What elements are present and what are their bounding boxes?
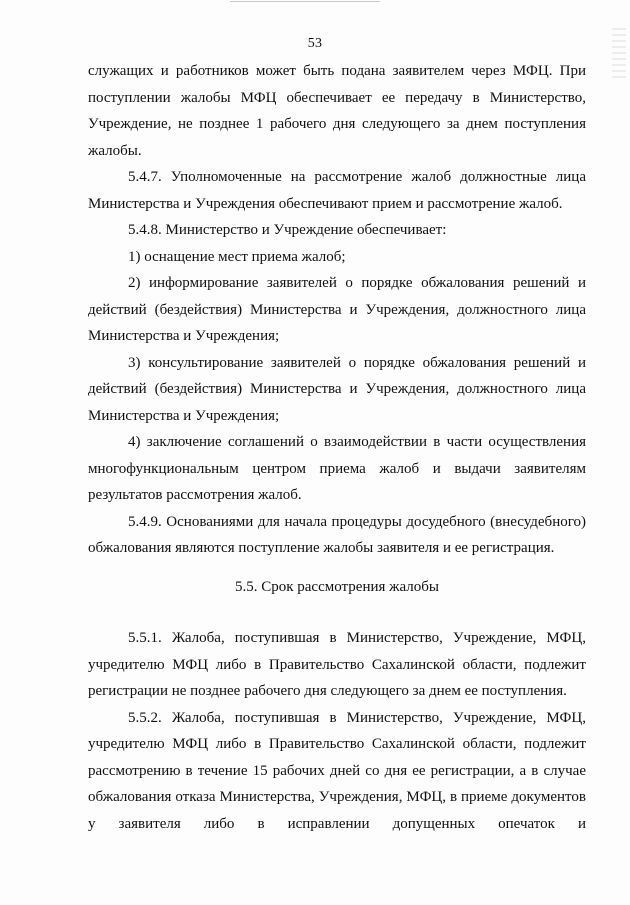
paragraph-5-5-2: 5.5.2. Жалоба, поступившая в Министерство, Учреждение, МФЦ, учредителю МФЦ либо в Правительство Сахалинской области, подлежит рассмотрению в течение 15 рабочих дней со дня ее регистрации, а в случае обжалования отказа Министерства, Учреждения, МФЦ, в приеме документов у заявителя либо в исправлении допущенных опечаток и bbox=[88, 709, 586, 832]
list-item-1: 1) оснащение мест приема жалоб; bbox=[128, 248, 346, 265]
list-item-4: 4) заключение соглашений о взаимодействии в части осуществления многофункциональным центром приема жалоб и выдачи заявителям результатов рассмотрения жалоб. bbox=[88, 434, 586, 503]
page-number: 53 bbox=[307, 36, 323, 51]
paragraph-5-4-7: 5.4.7. Уполномоченные на рассмотрение жалоб должностные лица Министерства и Учреждения обеспечивают прием и рассмотрение жалоб. bbox=[88, 169, 586, 212]
paragraph-5-4-8: 5.4.8. Министерство и Учреждение обеспечивает: bbox=[128, 222, 447, 238]
paragraph-5-4-9: 5.4.9. Основаниями для начала процедуры досудебного (внесудебного) обжалования являются поступление жалобы заявителя и ее регистрация. bbox=[88, 513, 586, 556]
section-heading: 5.5. Срок рассмотрения жалобы bbox=[234, 578, 439, 595]
list-item-3: 3) консультирование заявителей о порядке обжалования решений и действий (бездействия) Министерства и Учреждения, должностного лица Министерства и Учреждения; bbox=[88, 354, 586, 424]
list-item-2: 2) информирование заявителей о порядке обжалования решений и действий (бездействия) Министерства и Учреждения, должностного лица Министерства и Учреждения; bbox=[88, 275, 586, 344]
paragraph-5-5-1: 5.5.1. Жалоба, поступившая в Министерство, Учреждение, МФЦ, учредителю МФЦ либо в Правительство Сахалинской области, подлежит регистрации не позднее рабочего дня следующего за днем ее поступления. bbox=[88, 630, 586, 699]
paragraph-continuation: служащих и работников может быть подана заявителем через МФЦ. При поступлении жалобы МФЦ обеспечивает ее передачу в Министерство, Учреждение, не позднее 1 рабочего дня следующего за днем поступления жалобы. bbox=[88, 63, 586, 159]
scan-edge-mark bbox=[230, 1, 380, 2]
document-body bbox=[88, 58, 586, 837]
